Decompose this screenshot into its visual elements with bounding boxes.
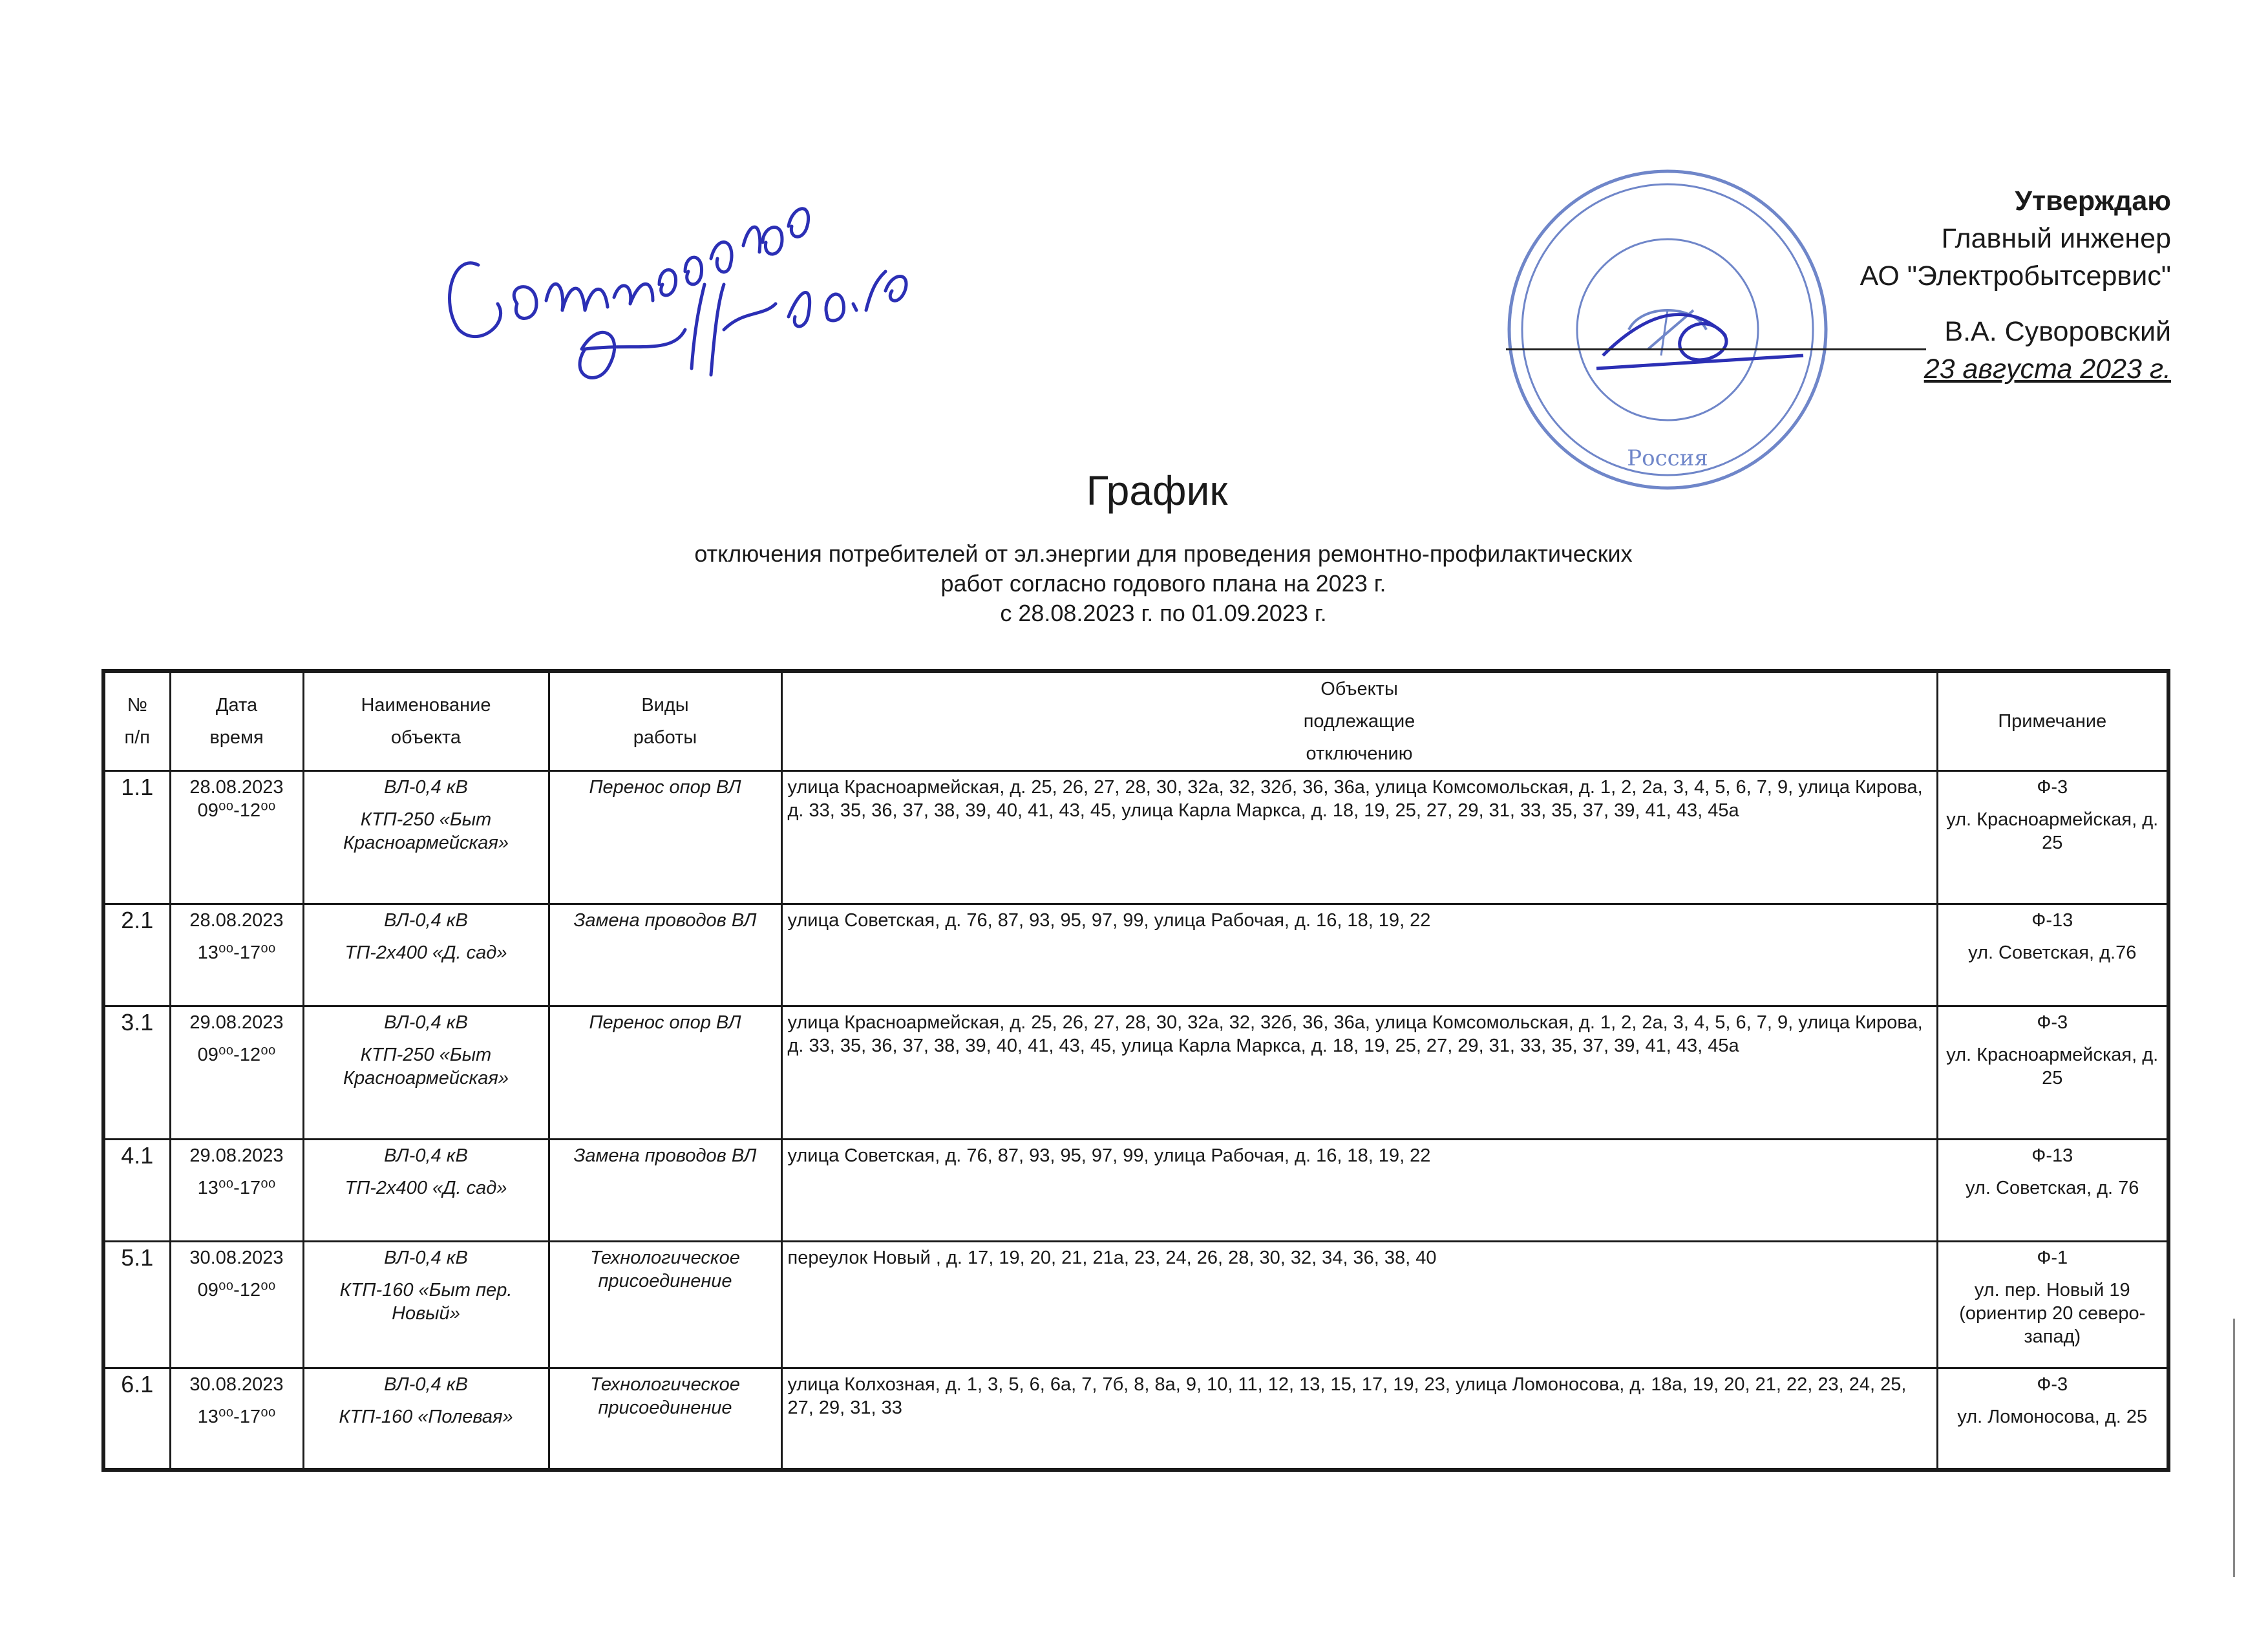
row-date: 28.08.2023 09⁰⁰-12⁰⁰ — [170, 770, 303, 904]
row-note: Ф-3 ул. Красноармейская, д. 25 — [1937, 770, 2168, 904]
row-work: Перенос опор ВЛ — [549, 770, 781, 904]
row-object: ВЛ-0,4 кВ КТП-160 «Полевая» — [303, 1368, 549, 1470]
document-subtitle — [543, 539, 1784, 628]
row-num: 2.1 — [103, 904, 170, 1006]
row-note: Ф-3 ул. Красноармейская, д. 25 — [1937, 1006, 2168, 1139]
row-date: 30.08.2023 13⁰⁰-17⁰⁰ — [170, 1368, 303, 1470]
row-addresses: переулок Новый , д. 17, 19, 20, 21, 21а, 23, 24, 26, 28, 30, 32, 34, 36, 38, 40 — [781, 1241, 1937, 1368]
row-work: Технологическое присоединение — [549, 1241, 781, 1368]
outage-schedule-table — [101, 669, 2170, 1472]
row-num: 4.1 — [103, 1139, 170, 1241]
row-date: 29.08.2023 09⁰⁰-12⁰⁰ — [170, 1006, 303, 1139]
approval-date: 23 августа 2023 г. — [1924, 354, 2171, 385]
row-date: 28.08.2023 13⁰⁰-17⁰⁰ — [170, 904, 303, 1006]
table-row — [103, 1139, 2168, 1241]
table-row — [103, 904, 2168, 1006]
scan-edge-mark — [2233, 1319, 2235, 1577]
row-date: 29.08.2023 13⁰⁰-17⁰⁰ — [170, 1139, 303, 1241]
table-row — [103, 770, 2168, 904]
row-num: 6.1 — [103, 1368, 170, 1470]
header-work: Виды работы — [549, 671, 781, 770]
signature-underline — [1506, 325, 1926, 350]
table-row — [103, 1006, 2168, 1139]
row-note: Ф-1 ул. пер. Новый 19 (ориентир 20 северо-запад) — [1937, 1241, 2168, 1368]
row-work: Замена проводов ВЛ — [549, 904, 781, 1006]
row-addresses: улица Красноармейская, д. 25, 26, 27, 28, 30, 32а, 32, 32б, 36, 36а, улица Комсомольская, д. 1, 2, 2а, 3, 4, 5, 6, 7, 9, улица Кирова, д. 33, 35, 36, 37, 38, 39, 40, 41, 43, 45, улица Карла Маркса, д. 18, 19, 25, 27, 29, 31, 33, 35, 37, 39, 41, 43, 45а — [781, 1006, 1937, 1139]
header-num: № п/п — [103, 671, 170, 770]
approval-signature — [440, 155, 931, 414]
row-work: Технологическое присоединение — [549, 1368, 781, 1470]
row-addresses: улица Колхозная, д. 1, 3, 5, 6, 6а, 7, 7б, 8, 8а, 9, 10, 11, 12, 13, 15, 17, 19, 23, улица Ломоносова, д. 18а, 19, 20, 21, 22, 23, 24, 25, 27, 29, 31, 33 — [781, 1368, 1937, 1470]
row-object: ВЛ-0,4 кВ ТП-2х400 «Д. сад» — [303, 904, 549, 1006]
approval-signature-line — [1506, 313, 2171, 350]
table-header-row — [103, 671, 2168, 770]
row-note: Ф-13 ул. Советская, д. 76 — [1937, 1139, 2168, 1241]
row-object: ВЛ-0,4 кВ КТП-160 «Быт пер. Новый» — [303, 1241, 549, 1368]
row-num: 1.1 — [103, 770, 170, 904]
stamp-country: Россия — [1627, 445, 1708, 471]
subtitle-line-3: с 28.08.2023 г. по 01.09.2023 г. — [1000, 600, 1327, 626]
row-note: Ф-3 ул. Ломоносова, д. 25 — [1937, 1368, 2168, 1470]
table-row — [103, 1368, 2168, 1470]
row-object: ВЛ-0,4 кВ ТП-2х400 «Д. сад» — [303, 1139, 549, 1241]
header-note: Примечание — [1937, 671, 2168, 770]
subtitle-line-1: отключения потребителей от эл.энергии для проведения ремонтно-профилактических — [694, 540, 1633, 567]
approval-heading: Утверждаю — [2015, 186, 2171, 217]
row-work: Перенос опор ВЛ — [549, 1006, 781, 1139]
approval-block — [1506, 182, 2171, 388]
row-object: ВЛ-0,4 кВ КТП-250 «Быт Красноармейская» — [303, 770, 549, 904]
row-addresses: улица Красноармейская, д. 25, 26, 27, 28, 30, 32а, 32, 32б, 36, 36а, улица Комсомольская, д. 1, 2, 2а, 3, 4, 5, 6, 7, 9, улица Кирова, д. 33, 35, 36, 37, 38, 39, 40, 41, 43, 45, улица Карла Маркса, д. 18, 19, 25, 27, 29, 31, 33, 35, 37, 39, 41, 43, 45а — [781, 770, 1937, 904]
approval-position: Главный инженер — [1941, 223, 2171, 254]
row-note: Ф-13 ул. Советская, д.76 — [1937, 904, 2168, 1006]
header-date: Дата время — [170, 671, 303, 770]
approval-name: В.А. Суворовский — [1944, 316, 2171, 347]
row-object: ВЛ-0,4 кВ КТП-250 «Быт Красноармейская» — [303, 1006, 549, 1139]
approval-company: АО "Электробытсервис" — [1860, 260, 2171, 292]
row-addresses: улица Советская, д. 76, 87, 93, 95, 97, 99, улица Рабочая, д. 16, 18, 19, 22 — [781, 1139, 1937, 1241]
table-row — [103, 1241, 2168, 1368]
header-targets: Объекты подлежащие отключению — [781, 671, 1937, 770]
row-num: 5.1 — [103, 1241, 170, 1368]
row-date: 30.08.2023 09⁰⁰-12⁰⁰ — [170, 1241, 303, 1368]
header-object: Наименование объекта — [303, 671, 549, 770]
row-addresses: улица Советская, д. 76, 87, 93, 95, 97, 99, улица Рабочая, д. 16, 18, 19, 22 — [781, 904, 1937, 1006]
row-num: 3.1 — [103, 1006, 170, 1139]
subtitle-line-2: работ согласно годового плана на 2023 г. — [940, 570, 1386, 597]
document-title: График — [1086, 467, 1228, 514]
row-work: Замена проводов ВЛ — [549, 1139, 781, 1241]
